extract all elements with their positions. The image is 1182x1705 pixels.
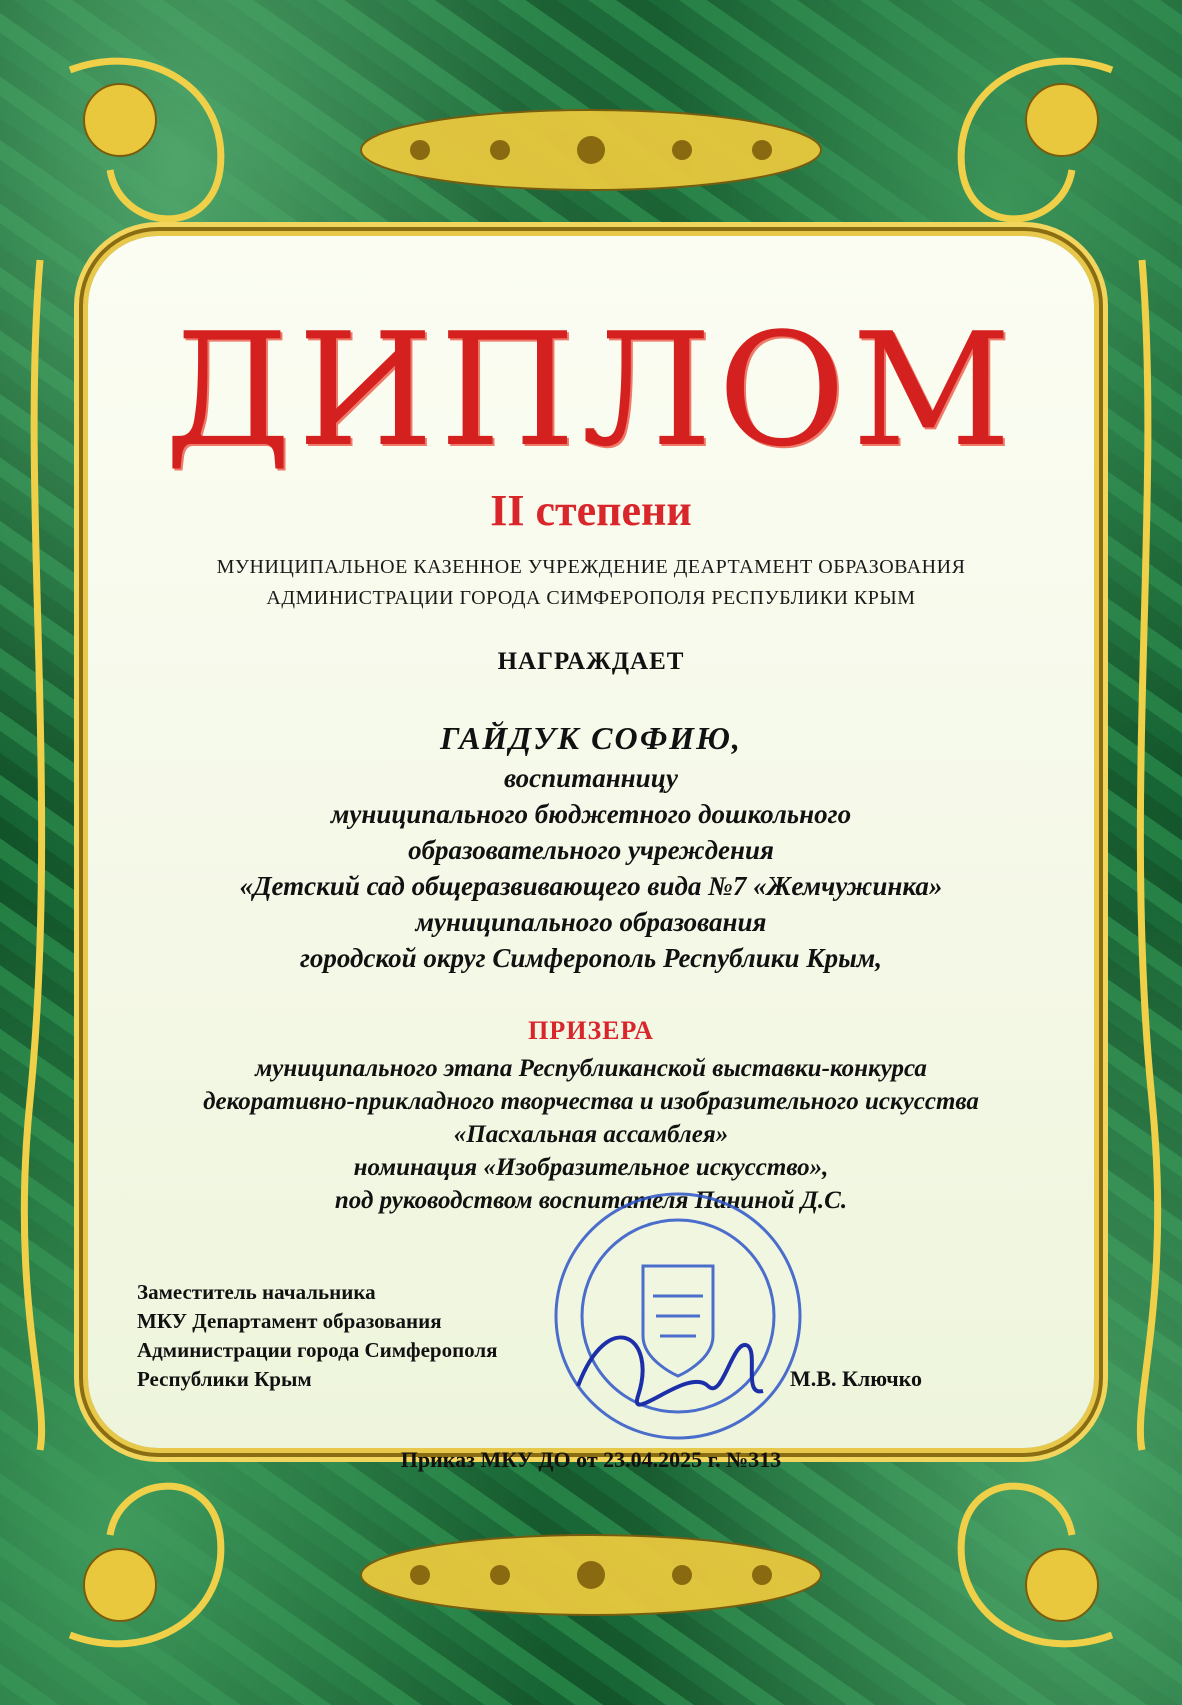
recipient-line: муниципального бюджетного дошкольного — [330, 799, 852, 829]
recipient-line: образовательного учреждения — [408, 835, 774, 865]
contest-line: декоративно-прикладного творчества и изобразительного искусства — [203, 1088, 979, 1115]
contest-line: «Пасхальная ассамблея» — [453, 1121, 729, 1148]
official-seal-stamp — [548, 1186, 808, 1446]
org-line: МУНИЦИПАЛЬНОЕ КАЗЕННОЕ УЧРЕЖДЕНИЕ ДЕАРТАМЕНТ ОБРАЗОВАНИЯ — [216, 556, 966, 578]
order-reference: Приказ МКУ ДО от 23.04.2025 г. №313 — [400, 1447, 782, 1472]
signatory-line: Администрации города Симферополя — [137, 1338, 498, 1362]
signatory-line: Республики Крым — [137, 1367, 312, 1391]
awards-heading: НАГРАЖДАЕТ — [497, 648, 685, 675]
recipient-block — [0, 716, 1182, 976]
org-line: АДМИНИСТРАЦИИ ГОРОДА СИМФЕРОПОЛЯ РЕСПУБЛИКИ КРЫМ — [266, 587, 916, 609]
recipient-line: муниципального образования — [415, 907, 767, 937]
signatory-title — [137, 1278, 498, 1394]
issuing-organization — [0, 552, 1182, 614]
recipient-name: ГАЙДУК СОФИЮ, — [440, 720, 742, 756]
contest-line: номинация «Изобразительное искусство», — [353, 1154, 829, 1181]
contest-line: муниципального этапа Республиканской выставки-конкурса — [255, 1055, 927, 1082]
signatory-line: МКУ Департамент образования — [137, 1309, 442, 1333]
diploma-title: ДИПЛОМ — [164, 299, 1018, 481]
recipient-line: воспитанницу — [503, 763, 679, 793]
signer-name: М.В. Ключко — [790, 1366, 922, 1391]
recipient-line: «Детский сад общеразвивающего вида №7 «Жемчужинка» — [239, 871, 943, 901]
recipient-line: городской округ Симферополь Республики Крым, — [299, 943, 883, 973]
contest-line: под руководством воспитателя Паниной Д.С. — [334, 1187, 848, 1214]
diploma-degree: II степени — [490, 486, 692, 535]
prize-status: ПРИЗЕРА — [528, 1016, 654, 1045]
signatory-line: Заместитель начальника — [137, 1280, 376, 1304]
